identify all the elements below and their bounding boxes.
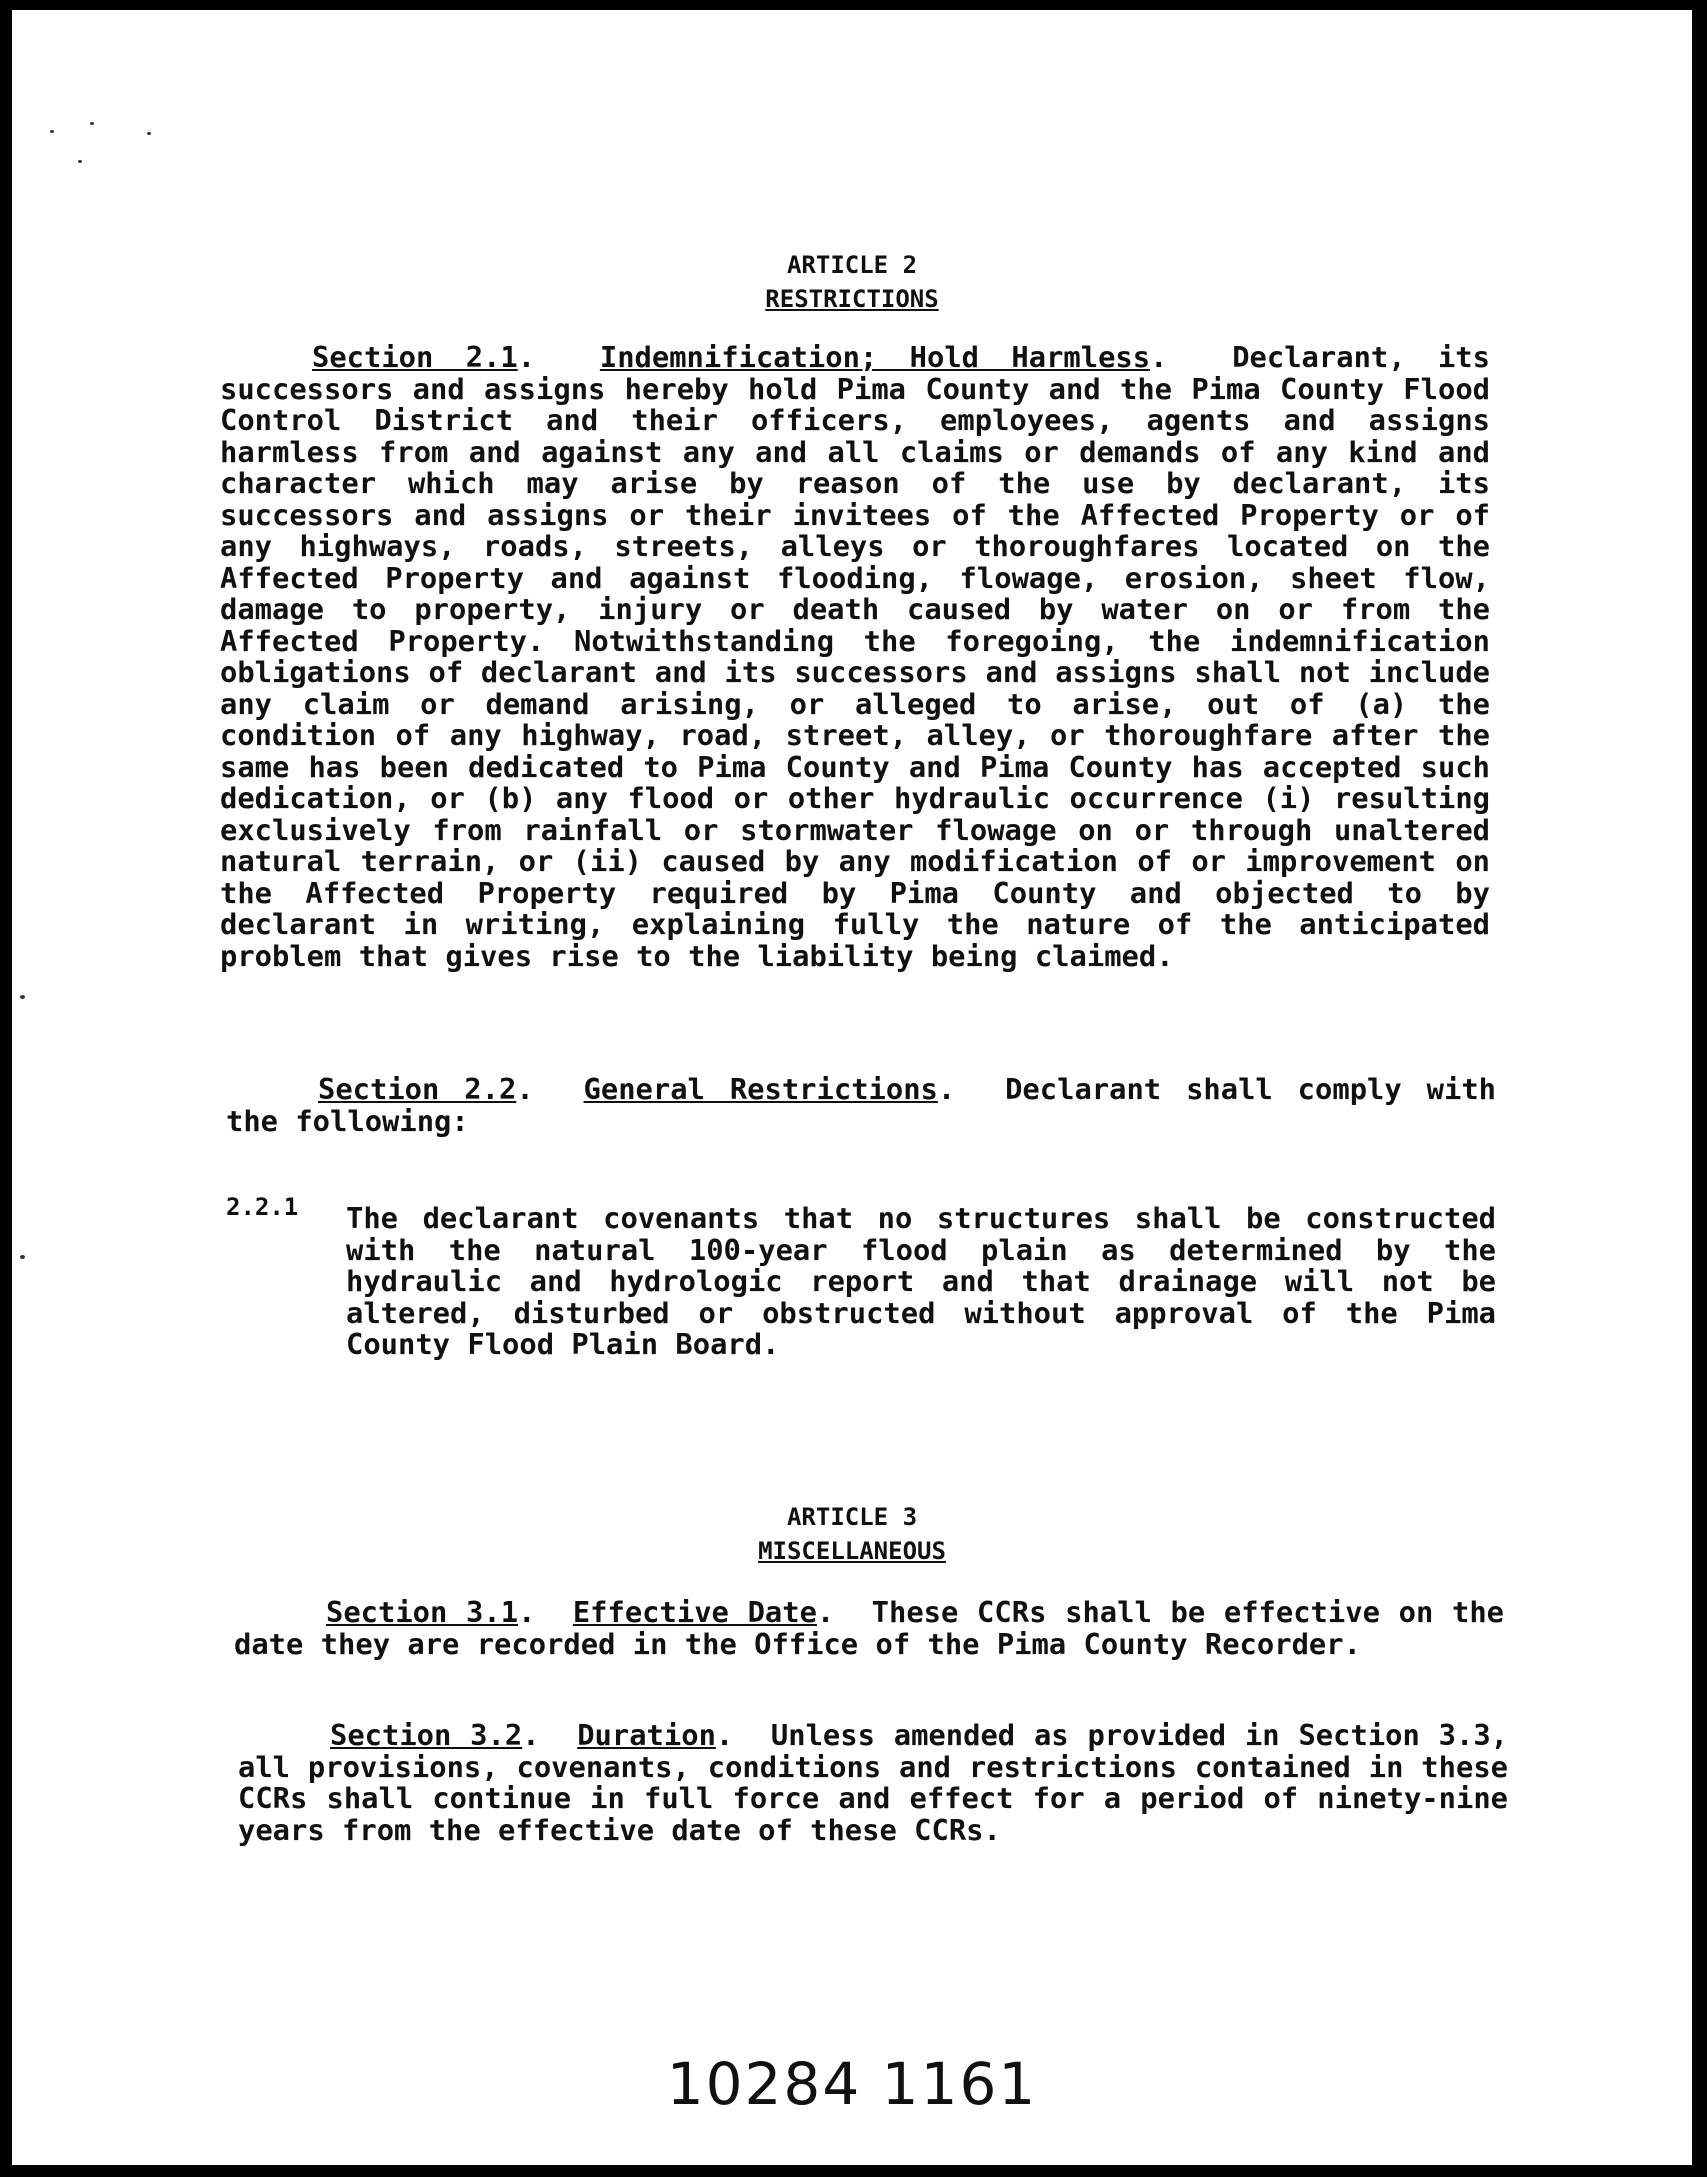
item-2-2-1: [346, 1203, 1496, 1361]
article-title: ARTICLE 2: [786, 251, 918, 279]
scan-speck: [90, 122, 94, 125]
article-subtitle: MISCELLANEOUS: [758, 1537, 946, 1565]
section-3-2: Section 3.2. Duration. Unless amended as provided in Section 3.3, all provisions, covenants, conditions and restrictions contained in these CCRs shall continue in full force and effect for a period of ninety-nine years from the effective date of these CCRs.: [238, 1718, 1508, 1847]
scan-speck: [20, 995, 25, 999]
section-2-2: Section 2.2. General Restrictions. Declarant shall comply with the following:: [226, 1072, 1496, 1138]
section-title: Indemnification; Hold Harmless: [599, 340, 1151, 374]
section-title: General Restrictions: [583, 1072, 938, 1106]
article-2-heading: [12, 248, 1692, 316]
section-number: Section 3.1: [326, 1595, 519, 1629]
section-number: Section 2.1: [312, 340, 518, 374]
section-body: Declarant shall comply with the following:: [226, 1072, 1496, 1138]
article-3-heading: [12, 1500, 1692, 1568]
section-number: Section 3.2: [330, 1718, 523, 1752]
section-2-1: Section 2.1. Indemnification; Hold Harmless. Declarant, its successors and assigns hereby hold Pima County and the Pima County Flood Control District and their officers, employees, agents and assigns harmless from and against any and all claims or demands of any kind and character which may arise by reason of the use by declarant, its successors and assigns or their invitees of the Affected Property or of any highways, roads, streets, alleys or thoroughfares located on the Affected Property and against flooding, flowage, erosion, sheet flow, damage to property, injury or death caused by water on or from the Affected Property. Notwithstanding the foregoing, the indemnification obligations of declarant and its successors and assigns shall not include any claim or demand arising, or alleged to arise, out of (a) the condition of any highway, road, street, alley, or thoroughfare after the same has been dedicated to Pima County and Pima County has accepted such dedication, or (b) any flood or other hydraulic occurrence (i) resulting exclusively from rainfall or stormwater flowage on or through unaltered natural terrain, or (ii) caused by any modification of or improvement on the Affected Property required by Pima County and objected to by declarant in writing, explaining fully the nature of the anticipated problem that gives rise to the liability being claimed.: [220, 340, 1490, 973]
section-3-1: Section 3.1. Effective Date. These CCRs shall be effective on the date they are recorded in the Office of the Pima County Recorder.: [234, 1595, 1504, 1661]
section-body: These CCRs shall be effective on the date they are recorded in the Office of the Pima County Recorder.: [234, 1595, 1504, 1661]
section-title: Effective Date: [572, 1595, 817, 1629]
scan-speck: [147, 132, 151, 135]
article-subtitle: RESTRICTIONS: [765, 285, 939, 313]
scan-speck: [50, 130, 54, 133]
scan-speck: [20, 1255, 25, 1259]
item-number: 2.2.1: [226, 1193, 299, 1221]
scan-speck: [78, 160, 82, 163]
article-title: ARTICLE 3: [786, 1503, 918, 1531]
section-number: Section 2.2: [318, 1072, 517, 1106]
document-page: [12, 10, 1692, 2165]
section-body: Unless amended as provided in Section 3.3, all provisions, covenants, conditions and restrictions contained in these CCRs shall continue in full force and effect for a period of ninety-nine years from the effective date of these CCRs.: [238, 1718, 1508, 1847]
document-stamp-number: 10284 1161: [666, 2050, 1038, 2118]
section-title: Duration: [577, 1718, 716, 1752]
section-body: Declarant, its successors and assigns hereby hold Pima County and the Pima County Flood Control District and their officers, employees, agents and assigns harmless from and against any and all claims or demands of any kind and character which may arise by reason of the use by declarant, its successors and assigns or their invitees of the Affected Property or of any highways, roads, streets, alleys or thoroughfares located on the Affected Property and against flooding, flowage, erosion, sheet flow, damage to property, injury or death caused by water on or from the Affected Property. Notwithstanding the foregoing, the indemnification obligations of declarant and its successors and assigns shall not include any claim or demand arising, or alleged to arise, out of (a) the condition of any highway, road, street, alley, or thoroughfare after the same has been dedicated to Pima County and Pima County has accepted such dedication, or (b) any flood or other hydraulic occurrence (i) resulting exclusively from rainfall or stormwater flowage on or through unaltered natural terrain, or (ii) caused by any modification of or improvement on the Affected Property required by Pima County and objected to by declarant in writing, explaining fully the nature of the anticipated problem that gives rise to the liability being claimed.: [220, 340, 1490, 973]
item-body: The declarant covenants that no structures shall be constructed with the natural 100-year flood plain as determined by the hydraulic and hydrologic report and that drainage will not be altered, disturbed or obstructed without approval of the Pima County Flood Plain Board.: [346, 1201, 1496, 1361]
